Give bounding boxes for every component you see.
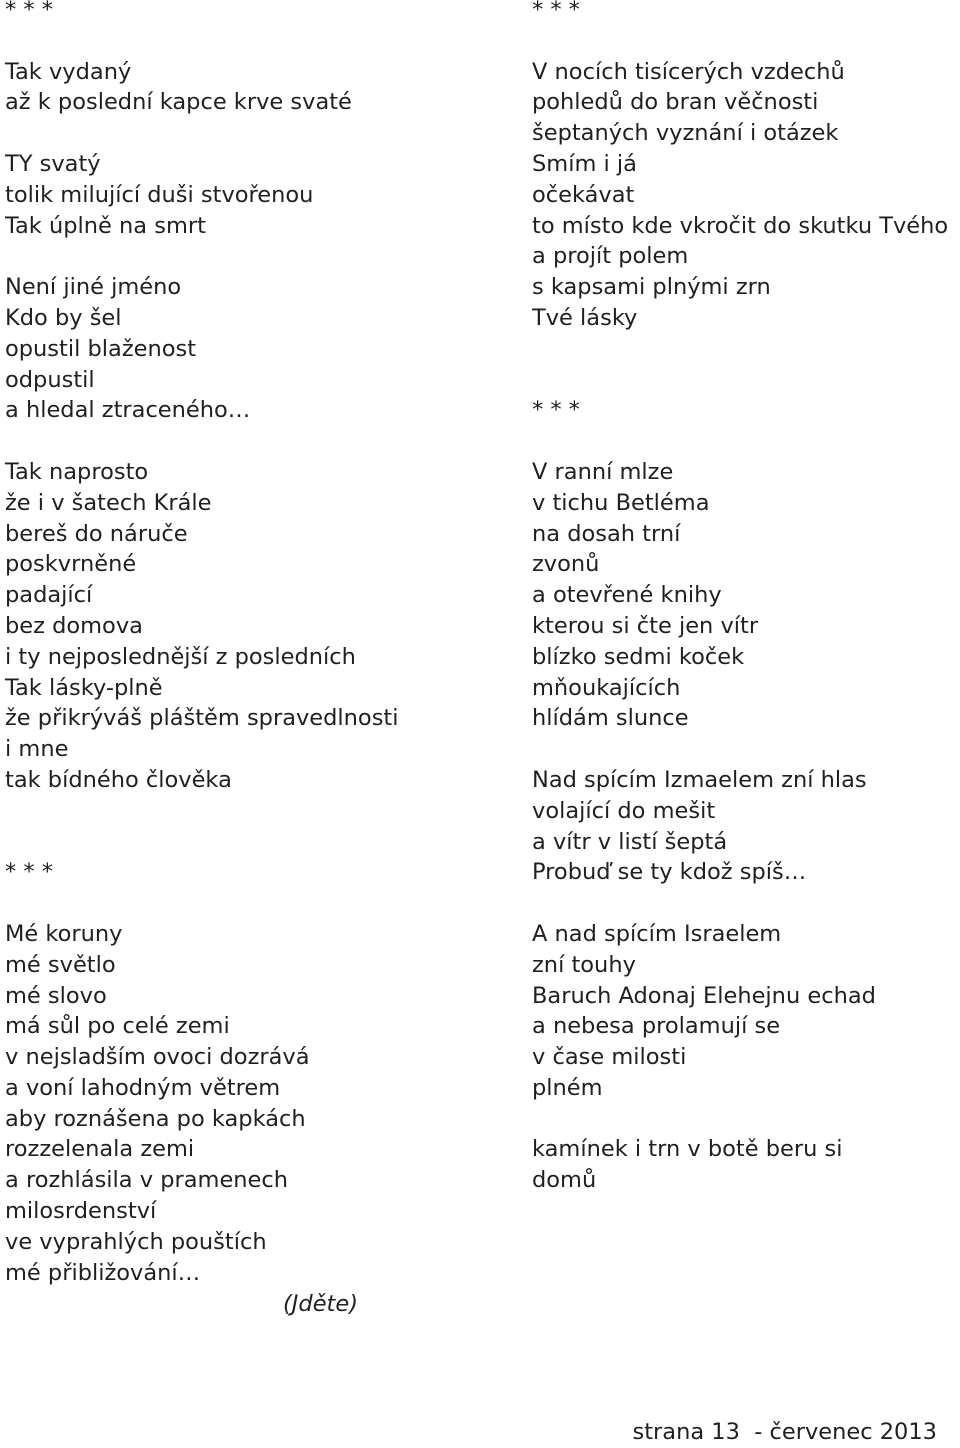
poem-line: bereš do náruče bbox=[5, 520, 188, 547]
poem-line: v nejsladším ovoci dozrává bbox=[5, 1044, 310, 1071]
blank-line bbox=[5, 888, 445, 919]
blank-line bbox=[532, 888, 958, 919]
section-divider: * * * bbox=[5, 859, 54, 886]
poem-line: Mé koruny bbox=[5, 920, 123, 947]
poem-line: Nad spícím Izmaelem zní hlas bbox=[532, 766, 867, 793]
poem-line: i mne bbox=[5, 736, 69, 763]
poem-line: že i v šatech Krále bbox=[5, 489, 212, 516]
poem-line: až k poslední kapce krve svaté bbox=[5, 89, 352, 116]
blank-line bbox=[532, 426, 958, 457]
poem-line: Tvé lásky bbox=[532, 304, 638, 331]
section-divider: * * * bbox=[532, 397, 581, 424]
poem-line: A nad spícím Israelem bbox=[532, 920, 782, 947]
poem-line: rozzelenala zemi bbox=[5, 1136, 195, 1163]
poem-line: plném bbox=[532, 1074, 603, 1101]
poem-line: tak bídného člověka bbox=[5, 766, 232, 793]
blank-line bbox=[5, 426, 445, 457]
poem-line: a nebesa prolamují se bbox=[532, 1013, 781, 1040]
poem-line: a voní lahodným větrem bbox=[5, 1074, 281, 1101]
poem-line: v čase milosti bbox=[532, 1044, 687, 1071]
poem-line: hlídám slunce bbox=[532, 705, 689, 732]
poem-line: ve vyprahlých pouštích bbox=[5, 1228, 267, 1255]
section-divider: * * * bbox=[5, 0, 54, 23]
poem-line: milosrdenství bbox=[5, 1198, 157, 1225]
poem-line: a hledal ztraceného… bbox=[5, 397, 251, 424]
poem-line: zní touhy bbox=[532, 951, 636, 978]
poem-line: bez domova bbox=[5, 612, 143, 639]
poem-line: Smím i já bbox=[532, 150, 637, 177]
blank-line bbox=[532, 734, 958, 765]
page-footer: strana 13 - červenec 2013 bbox=[632, 1419, 937, 1445]
poem-attribution: (Jděte) bbox=[283, 1290, 358, 1317]
poem-line: Probuď se ty kdož spíš… bbox=[532, 859, 807, 886]
poem-line: TY svatý bbox=[5, 150, 101, 177]
poem-line: V ranní mlze bbox=[532, 458, 674, 485]
poem-line: padající bbox=[5, 582, 93, 609]
poem-line: Tak naprosto bbox=[5, 458, 149, 485]
poem-line: zvonů bbox=[532, 551, 600, 578]
blank-line bbox=[532, 1104, 958, 1135]
section-divider: * * * bbox=[532, 0, 581, 23]
poem-line: odpustil bbox=[5, 366, 95, 393]
poem-line: a vítr v listí šeptá bbox=[532, 828, 728, 855]
poem-line: opustil blaženost bbox=[5, 335, 197, 362]
poem-line: Není jiné jméno bbox=[5, 274, 182, 301]
poem-line: Tak lásky-plně bbox=[5, 674, 163, 701]
blank-line bbox=[532, 26, 958, 57]
poem-line: a rozhlásila v pramenech bbox=[5, 1167, 289, 1194]
poem-line: Tak úplně na smrt bbox=[5, 212, 206, 239]
poem-line: blízko sedmi koček bbox=[532, 643, 745, 670]
blank-line bbox=[5, 796, 445, 827]
blank-line bbox=[5, 26, 445, 57]
poem-line: očekávat bbox=[532, 181, 635, 208]
poem-line: mňoukajících bbox=[532, 674, 681, 701]
poem-line: kamínek i trn v botě beru si bbox=[532, 1136, 843, 1163]
poem-line: V nocích tisícerých vzdechů bbox=[532, 58, 845, 85]
blank-line bbox=[532, 334, 958, 365]
poem-line: že přikrýváš pláštěm spravedlnosti bbox=[5, 705, 399, 732]
poem-line: a otevřené knihy bbox=[532, 582, 722, 609]
blank-line bbox=[5, 241, 445, 272]
blank-line bbox=[5, 118, 445, 149]
poem-line: Kdo by šel bbox=[5, 304, 122, 331]
poem-line: mé přibližování… bbox=[5, 1259, 201, 1286]
poem-line: aby roznášena po kapkách bbox=[5, 1105, 306, 1132]
poem-line: má sůl po celé zemi bbox=[5, 1013, 230, 1040]
left-column bbox=[5, 0, 445, 1288]
poem-line: v tichu Betléma bbox=[532, 489, 710, 516]
poem-line: a projít polem bbox=[532, 243, 689, 270]
poem-line: tolik milující duši stvořenou bbox=[5, 181, 314, 208]
poem-line: Baruch Adonaj Elehejnu echad bbox=[532, 982, 876, 1009]
poem-line: s kapsami plnými zrn bbox=[532, 274, 771, 301]
poem-line: volající do mešit bbox=[532, 797, 716, 824]
poem-line: domů bbox=[532, 1167, 597, 1194]
poem-line: kterou si čte jen vítr bbox=[532, 612, 759, 639]
poem-line: poskvrněné bbox=[5, 551, 137, 578]
poem-line: Tak vydaný bbox=[5, 58, 132, 85]
blank-line bbox=[5, 827, 445, 858]
poem-line: mé světlo bbox=[5, 951, 116, 978]
poem-line: pohledů do bran věčnosti bbox=[532, 89, 819, 116]
poem-line: i ty nejposlednější z posledních bbox=[5, 643, 356, 670]
blank-line bbox=[532, 365, 958, 396]
poem-line: mé slovo bbox=[5, 982, 107, 1009]
poem-line: na dosah trní bbox=[532, 520, 681, 547]
poem-line: to místo kde vkročit do skutku Tvého bbox=[532, 212, 949, 239]
poem-line: šeptaných vyznání i otázek bbox=[532, 120, 839, 147]
right-column bbox=[532, 0, 958, 1196]
